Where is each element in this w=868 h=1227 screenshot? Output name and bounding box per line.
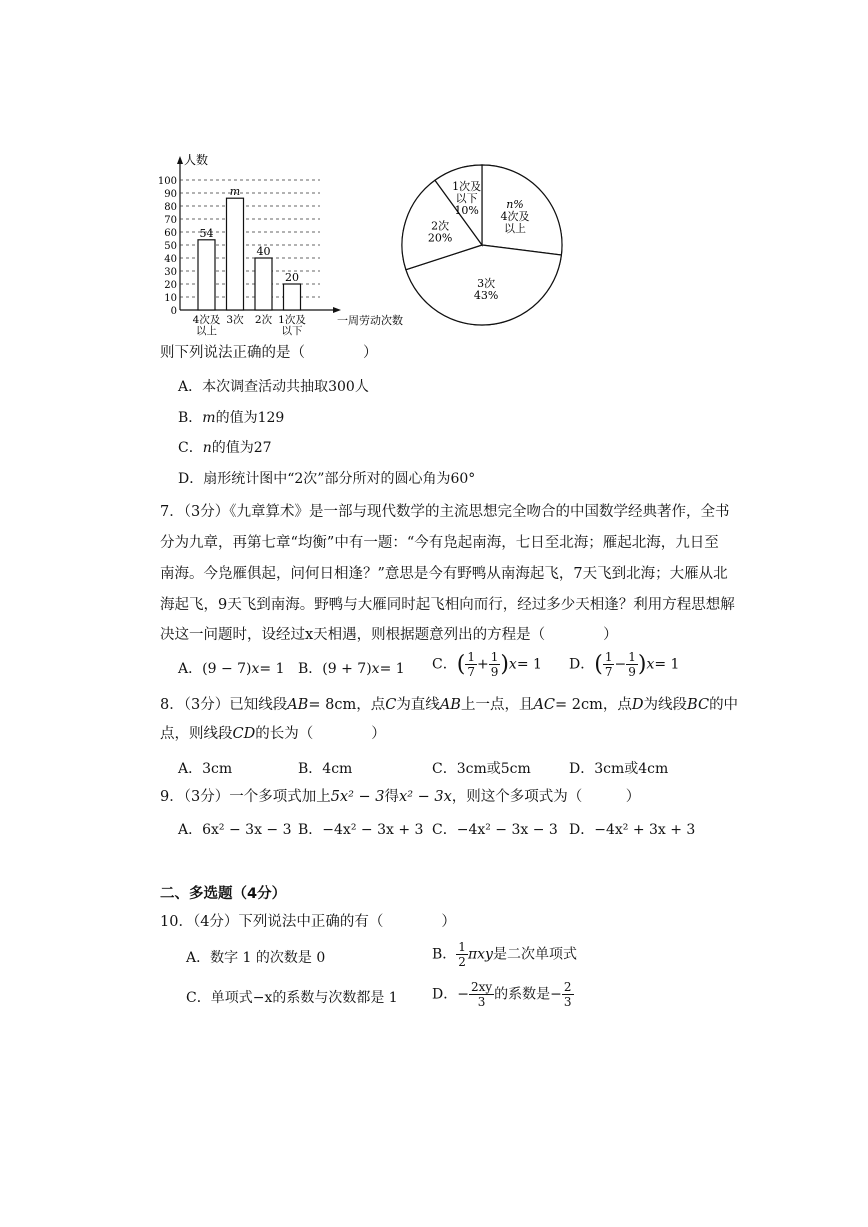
q6-option-c[interactable]	[178, 437, 272, 457]
x-tick-label: 3次	[226, 314, 244, 326]
q6-b-letter: B．	[178, 410, 203, 426]
section-heading: 二、多选题（4分）	[160, 886, 287, 902]
pie-chart	[395, 160, 575, 340]
q8-line-2: 点，则线段CD的长为（ ）	[160, 726, 386, 742]
q10-d-frac1: $\frac{2xy}{3}$	[470, 980, 493, 1009]
q9-option-a[interactable]: A．6x² − 3x − 3	[178, 822, 292, 838]
bar	[255, 258, 272, 310]
pie-slice-label: 3次	[477, 276, 496, 290]
y-tick-label: 20	[164, 280, 177, 291]
q10-option-c[interactable]: C．单项式−x的系数与次数都是 1	[186, 990, 398, 1006]
q8-option-a[interactable]: A．3cm	[178, 761, 233, 777]
pie-slice-label: 2次	[431, 219, 450, 233]
q6-c-rest: 的值为27	[211, 440, 272, 456]
x-axis-label: 一周劳动次数	[337, 314, 403, 327]
q7-line-1: 7．（3分）《九章算术》是一部与现代数学的主流思想完全吻合的中国数学经典著作，全书	[160, 504, 730, 520]
y-tick-label: 90	[164, 189, 177, 200]
bar	[284, 284, 301, 310]
y-axis-label: 人数	[184, 153, 209, 167]
pie-slice-label: 43%	[473, 288, 499, 302]
q6-option-a[interactable]: A．本次调查活动共抽取300人	[178, 379, 369, 395]
q7-c-frac1: $\frac{1}{7}$	[467, 650, 475, 679]
q6-stem: 则下列说法正确的是（ ）	[160, 345, 378, 361]
y-tick-label: 50	[164, 241, 177, 252]
x-tick-label: 2次	[254, 314, 273, 326]
q8-option-d[interactable]: D．3cm或4cm	[569, 761, 669, 777]
q10-option-d[interactable]: D．− $\frac{2xy}{3}$ 的系数是− $\frac{2}{3}$	[432, 980, 572, 1009]
q8-option-b[interactable]: B．4cm	[298, 761, 353, 777]
q7-a-x: x	[251, 661, 260, 677]
q7-option-d[interactable]: D．( $\frac{1}{7}$ − $\frac{1}{9}$ )x= 1	[569, 650, 680, 679]
pie-slice-label: 以下	[455, 191, 478, 205]
x-tick-label: 4次及	[192, 314, 221, 326]
x-tick-label: 以下	[281, 325, 303, 337]
q7-b-letter: B．	[298, 661, 323, 677]
x-tick-label: 以上	[196, 325, 217, 337]
pie-slice-label: 以上	[504, 221, 527, 235]
bar-chart	[140, 148, 410, 338]
q7-line-4: 海起飞，9天飞到南海。野鸭与大雁同时起飞相向而行，经过多少天相逢？利用方程思想解	[160, 597, 735, 613]
q7-c-letter: C．	[432, 656, 457, 673]
pie-slice-label: 1次及	[452, 179, 482, 193]
y-tick-label: 60	[164, 228, 177, 239]
q7-d-letter: D．	[569, 656, 595, 673]
bar-value-label: m	[229, 185, 241, 199]
pie-slice-label: 20%	[427, 231, 453, 245]
q6-option-d[interactable]: D．扇形统计图中“2次”部分所对的圆心角为60°	[178, 471, 476, 487]
pie-slice-label: 10%	[454, 203, 479, 217]
q9-option-b[interactable]: B．−4x² − 3x + 3	[298, 822, 424, 838]
bar-value-label: 54	[199, 226, 214, 240]
q9-stem: 9．（3分）一个多项式加上5x² − 3得x² − 3x，则这个多项式为（ ）	[160, 789, 641, 805]
pie-slice-label: n%	[506, 197, 524, 211]
y-tick-label: 0	[170, 306, 177, 317]
q7-d-frac2: $\frac{1}{9}$	[628, 650, 636, 679]
q7-c-frac2: $\frac{1}{9}$	[490, 650, 499, 679]
q7-d-frac1: $\frac{1}{7}$	[604, 650, 613, 679]
q7-line-2: 分为九章，再第七章“均衡”中有一题：“今有凫起南海，七日至北海；雁起北海，九日至	[160, 535, 719, 551]
x-tick-label: 1次及	[278, 314, 306, 326]
q10-stem: 10．（4分）下列说法中正确的有（ ）	[160, 914, 456, 930]
q7-a-expr: (9 − 7)	[202, 661, 252, 677]
y-tick-label: 40	[164, 254, 177, 265]
q10-b-frac: $\frac{1}{2}$	[458, 940, 466, 969]
q6-b-var: m	[202, 410, 216, 426]
x-axis-arrow	[333, 307, 341, 313]
q7-option-c[interactable]: C．( $\frac{1}{7}$ + $\frac{1}{9}$ )x= 1	[432, 650, 542, 679]
bar	[227, 198, 244, 310]
y-tick-label: 80	[164, 202, 177, 213]
bar-value-label: 40	[256, 245, 271, 258]
y-axis-arrow	[177, 156, 183, 164]
q7-b-expr: (9 + 7)	[322, 661, 372, 677]
bar	[198, 240, 215, 310]
q10-d-frac2: $\frac{2}{3}$	[563, 980, 572, 1009]
q7-line-5: 决这一问题时，设经过x天相遇，则根据题意列出的方程是（ ）	[160, 627, 618, 643]
q10-option-b[interactable]: B． $\frac{1}{2}$ πxy是二次单项式	[432, 940, 577, 969]
q8-line-1: 8．（3分）已知线段AB= 8cm，点C为直线AB上一点，且AC= 2cm，点D为线段BC的中	[160, 697, 739, 713]
q9-option-c[interactable]: C．−4x² − 3x − 3	[432, 822, 558, 838]
q7-option-b[interactable]	[298, 658, 405, 678]
q6-c-letter: C．	[178, 440, 203, 456]
pie-slice-label: 4次及	[500, 209, 530, 223]
y-tick-label: 30	[164, 267, 177, 278]
q7-b-x: x	[371, 661, 380, 677]
y-tick-label: 10	[164, 293, 177, 304]
bar-value-label: 20	[285, 271, 299, 284]
q6-b-rest: 的值为129	[215, 410, 285, 426]
q6-c-var: n	[202, 440, 212, 456]
q7-a-letter: A．	[178, 661, 203, 677]
q7-a-tail: = 1	[259, 661, 285, 677]
q7-option-a[interactable]	[178, 658, 285, 678]
q7-line-3: 南海。今凫雁俱起，问何日相逢？”意思是今有野鸭从南海起飞，7天飞到北海；大雁从北	[160, 566, 728, 582]
y-tick-label: 100	[157, 176, 177, 187]
q9-option-d[interactable]: D．−4x² + 3x + 3	[569, 822, 696, 838]
q6-option-b[interactable]	[178, 407, 284, 427]
q7-b-tail: = 1	[379, 661, 405, 677]
q8-option-c[interactable]: C．3cm或5cm	[432, 761, 531, 777]
q10-option-a[interactable]: A．数字 1 的次数是 0	[186, 950, 326, 966]
y-tick-label: 70	[164, 215, 177, 226]
